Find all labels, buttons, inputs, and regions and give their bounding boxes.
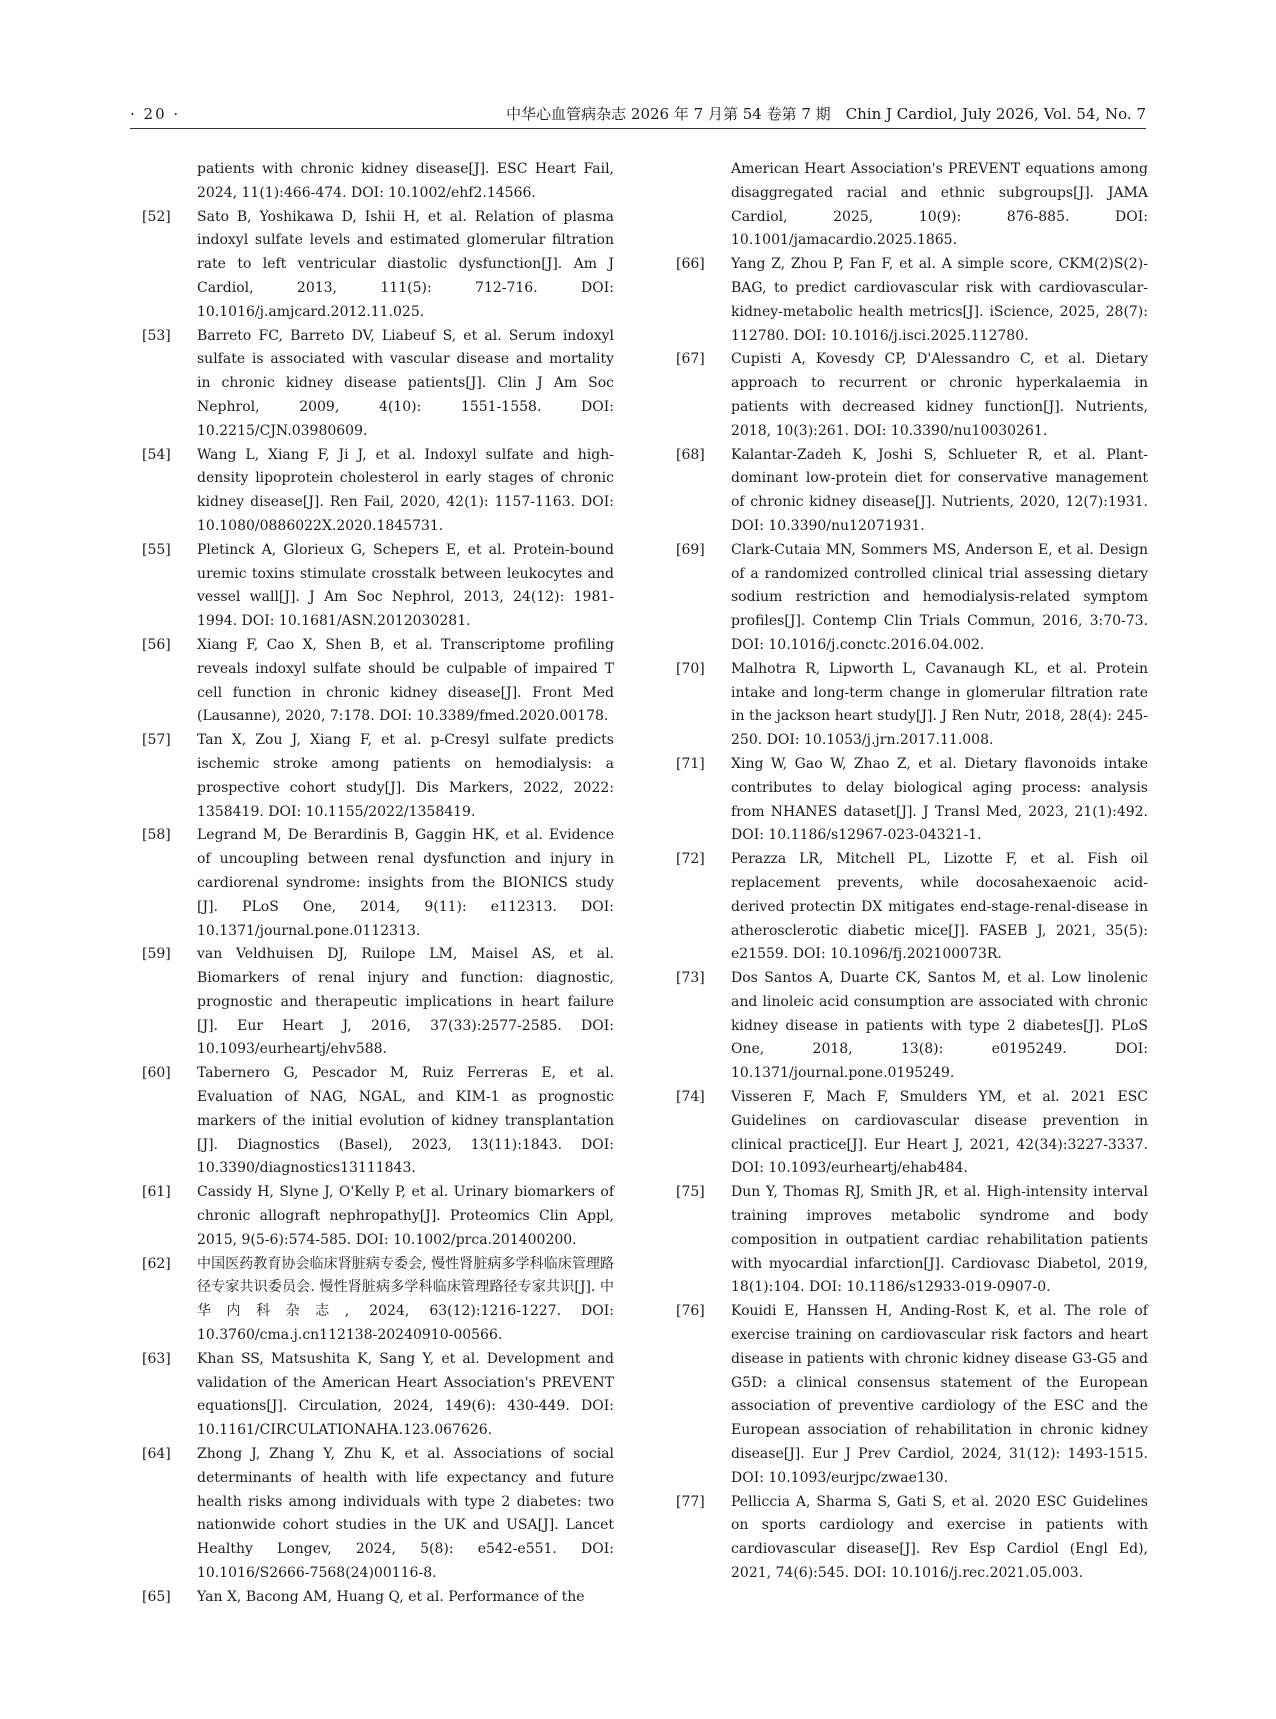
reference-item [676,1491,1148,1586]
reference-list-right [676,253,1148,1586]
reference-item [142,1443,614,1586]
reference-number: [73] [676,970,705,987]
reference-number: [63] [142,1350,171,1367]
reference-number: [65] [142,1588,171,1605]
reference-number: [64] [142,1446,171,1463]
reference-text: Zhong J, Zhang Y, Zhu K, et al. Associations of social determinants of health with life expectancy and future health risks among individuals with type 2 diabetes: two nationwide cohort studies in the UK and USA[J]. Lancet Healthy Longev, 2024, 5(8): e542-e551. DOI: 10.1016/S2666-7568(24)00116-8. [197,1446,614,1582]
reference-text: Cassidy H, Slyne J, O'Kelly P, et al. Urinary biomarkers of chronic allograft nephropathy[J]. Proteomics Clin Appl, 2015, 9(5-6):574-585. DOI: 10.1002/prca.201400200. [197,1184,614,1248]
reference-number: [61] [142,1184,171,1201]
reference-text: Cupisti A, Kovesdy CP, D'Alessandro C, et al. Dietary approach to recurrent or chronic hyperkalaemia in patients with decreased kidney function[J]. Nutrients, 2018, 10(3):261. DOI: 10.3390/nu10030261. [731,351,1148,439]
reference-number: [55] [142,541,171,558]
reference-item [676,539,1148,658]
reference-text: Kouidi E, Hanssen H, Anding-Rost K, et al. The role of exercise training on cardiovascular risk factors and heart disease in patients with chronic kidney disease G3-G5 and G5D: a clinical consensus statement of the European association of preventive cardiology of the ESC and the European association of rehabilitation in chronic kidney disease[J]. Eur J Prev Cardiol, 2024, 31(12): 1493-1515. DOI: 10.1093/eurjpc/zwae130. [731,1303,1148,1486]
reference-item [676,1300,1148,1490]
reference-number: [59] [142,946,171,963]
reference-text: van Veldhuisen DJ, Ruilope LM, Maisel AS, et al. Biomarkers of renal injury and function: diagnostic, prognostic and therapeutic implications in heart failure [J]. Eur Heart J, 2016, 37(33):2577-2585. DOI: 10.1093/eurheartj/ehv588. [197,946,614,1058]
reference-text: Yang Z, Zhou P, Fan F, et al. A simple score, CKM(2)S(2)-BAG, to predict cardiovascular risk with cardiovascular-kidney-metabolic health metrics[J]. iScience, 2025, 28(7): 112780. DOI: 10.1016/j.isci.2025.112780. [731,256,1148,344]
reference-text: Khan SS, Matsushita K, Sang Y, et al. Development and validation of the American Heart Association's PREVENT equations[J]. Circulation, 2024, 149(6): 430-449. DOI: 10.1161/CIRCULATIONAHA.123.067626. [197,1350,614,1439]
reference-text: 中国医药教育协会临床肾脏病专委会, 慢性肾脏病多学科临床管理路径专家共识委员会. 慢性肾脏病多学科临床管理路径专家共识[J]. 中华内科杂志, 2024, 63(12):1216-1227. DOI: 10.3760/cma.j.cn112138-20240910-00566. [197,1255,614,1344]
reference-number: [70] [676,660,705,677]
reference-text: Xing W, Gao W, Zhao Z, et al. Dietary flavonoids intake contributes to delay biological aging process: analysis from NHANES dataset[J]. J Transl Med, 2023, 21(1):492. DOI: 10.1186/s12967-023-04321-1. [731,755,1148,844]
reference-text: Tabernero G, Pescador M, Ruiz Ferreras E, et al. Evaluation of NAG, NGAL, and KIM-1 as prognostic markers of the initial evolution of kidney transplantation [J]. Diagnostics (Basel), 2023, 13(11):1843. DOI: 10.3390/diagnostics13111843. [197,1065,614,1177]
reference-number: [60] [142,1065,171,1082]
reference-number: [76] [676,1303,705,1320]
reference-item [142,824,614,943]
reference-text: Perazza LR, Mitchell PL, Lizotte F, et al. Fish oil replacement prevents, while docosahexaenoic acid-derived protectin DX mitigates end-stage-renal-disease in atherosclerotic diabetic mice[J]. FASEB J, 2021, 35(5): e21559. DOI: 10.1096/fj.202100073R. [731,851,1148,963]
reference-item [676,1086,1148,1181]
reference-text: Dun Y, Thomas RJ, Smith JR, et al. High-intensity interval training improves metabolic syndrome and body composition in outpatient cardiac rehabilitation patients with myocardial infarction[J]. Cardiovasc Diabetol, 2019, 18(1):104. DOI: 10.1186/s12933-019-0907-0. [731,1184,1148,1296]
reference-text: Kalantar-Zadeh K, Joshi S, Schlueter R, et al. Plant-dominant low-protein diet for conservative management of chronic kidney disease[J]. Nutrients, 2020, 12(7):1931. DOI: 10.3390/nu12071931. [731,446,1148,534]
reference-text: Sato B, Yoshikawa D, Ishii H, et al. Relation of plasma indoxyl sulfate levels and estimated glomerular filtration rate to left ventricular diastolic dysfunction[J]. Am J Cardiol, 2013, 111(5): 712-716. DOI: 10.1016/j.amjcard.2012.11.025. [197,208,614,320]
reference-text: Wang L, Xiang F, Ji J, et al. Indoxyl sulfate and high-density lipoprotein cholesterol in early stages of chronic kidney disease[J]. Ren Fail, 2020, 42(1): 1157-1163. DOI: 10.1080/0886022X.2020.1845731. [197,446,614,534]
reference-number: [66] [676,256,705,273]
reference-text: Barreto FC, Barreto DV, Liabeuf S, et al. Serum indoxyl sulfate is associated with vascular disease and mortality in chronic kidney disease patients[J]. Clin J Am Soc Nephrol, 2009, 4(10): 1551-1558. DOI: 10.2215/CJN.03980609. [197,327,614,439]
running-header [130,104,1146,129]
reference-text: Pletinck A, Glorieux G, Schepers E, et al. Protein-bound uremic toxins stimulate crosstalk between leukocytes and vessel wall[J]. J Am Soc Nephrol, 2013, 24(12): 1981-1994. DOI: 10.1681/ASN.2012030281. [197,541,614,630]
reference-item [676,1181,1148,1300]
reference-text: Legrand M, De Berardinis B, Gaggin HK, et al. Evidence of uncoupling between renal dysfunction and injury in cardiorenal syndrome: insights from the BIONICS study [J]. PLoS One, 2014, 9(11): e112313. DOI: 10.1371/journal.pone.0112313. [197,827,614,939]
references-left-column [142,158,614,1610]
reference-number: [68] [676,446,705,463]
reference-item [142,1062,614,1181]
reference-item [142,1348,614,1443]
reference-number: [77] [676,1493,705,1510]
reference-item [142,634,614,729]
reference-text: Clark-Cutaia MN, Sommers MS, Anderson E, et al. Design of a randomized controlled clinical trial assessing dietary sodium restriction and hemodialysis-related symptom profiles[J]. Contemp Clin Trials Commun, 2016, 3:70-73. DOI: 10.1016/j.conctc.2016.04.002. [731,541,1148,653]
reference-number: [57] [142,732,171,749]
reference-item [142,1586,614,1610]
reference-item [142,539,614,634]
reference-list-left [142,206,614,1610]
reference-number: [53] [142,327,171,344]
reference-item [142,943,614,1062]
reference-number: [67] [676,351,705,368]
reference-item [676,658,1148,753]
reference-text: Malhotra R, Lipworth L, Cavanaugh KL, et al. Protein intake and long-term change in glomerular filtration rate in the jackson heart study[J]. J Ren Nutr, 2018, 28(4): 245-250. DOI: 10.1053/j.jrn.2017.11.008. [731,660,1148,749]
reference-text: Yan X, Bacong AM, Huang Q, et al. Performance of the [197,1588,585,1605]
reference-number: [52] [142,208,171,225]
page-number: · 20 · [130,105,181,123]
reference-text: Visseren F, Mach F, Smulders YM, et al. 2021 ESC Guidelines on cardiovascular disease prevention in clinical practice[J]. Eur Heart J, 2021, 42(34):3227-3337. DOI: 10.1093/eurheartj/ehab484. [731,1089,1148,1177]
reference-item [676,348,1148,443]
reference-number: [56] [142,636,171,653]
reference-number: [54] [142,446,171,463]
reference-item [142,1253,614,1348]
reference-continuation: patients with chronic kidney disease[J]. ESC Heart Fail, 2024, 11(1):466-474. DOI: 10.1002/ehf2.14566. [197,161,614,201]
reference-item [142,1181,614,1252]
reference-item [142,729,614,824]
reference-item [142,444,614,539]
reference-item [676,444,1148,539]
reference-number: [72] [676,851,705,868]
reference-item [676,967,1148,1086]
reference-item [676,753,1148,848]
reference-number: [75] [676,1184,705,1201]
reference-number: [58] [142,827,171,844]
references-right-column [676,158,1148,1586]
journal-running-title: 中华心血管病杂志 2026 年 7 月第 54 卷第 7 期 Chin J Cardiol, July 2026, Vol. 54, No. 7 [506,105,1146,123]
reference-number: [74] [676,1089,705,1106]
reference-item [142,325,614,444]
reference-text: Pelliccia A, Sharma S, Gati S, et al. 2020 ESC Guidelines on sports cardiology and exercise in patients with cardiovascular disease[J]. Rev Esp Cardiol (Engl Ed), 2021, 74(6):545. DOI: 10.1016/j.rec.2021.05.003. [731,1493,1148,1582]
reference-number: [62] [142,1255,171,1272]
reference-text: Dos Santos A, Duarte CK, Santos M, et al. Low linolenic and linoleic acid consumption are associated with chronic kidney disease in patients with type 2 diabetes[J]. PLoS One, 2018, 13(8): e0195249. DOI: 10.1371/journal.pone.0195249. [731,970,1148,1082]
reference-item [676,253,1148,348]
reference-text: Xiang F, Cao X, Shen B, et al. Transcriptome profiling reveals indoxyl sulfate should be culpable of impaired T cell function in chronic kidney disease[J]. Front Med (Lausanne), 2020, 7:178. DOI: 10.3389/fmed.2020.00178. [197,636,614,725]
reference-text: Tan X, Zou J, Xiang F, et al. p-Cresyl sulfate predicts ischemic stroke among patients on hemodialysis: a prospective cohort study[J]. Dis Markers, 2022, 2022: 1358419. DOI: 10.1155/2022/1358419. [197,732,614,820]
reference-continuation: American Heart Association's PREVENT equations among disaggregated racial and ethnic subgroups[J]. JAMA Cardiol, 2025, 10(9): 876-885. DOI: 10.1001/jamacardio.2025.1865. [731,161,1148,249]
reference-item [142,206,614,325]
reference-item [676,848,1148,967]
reference-number: [69] [676,541,705,558]
reference-number: [71] [676,755,705,772]
